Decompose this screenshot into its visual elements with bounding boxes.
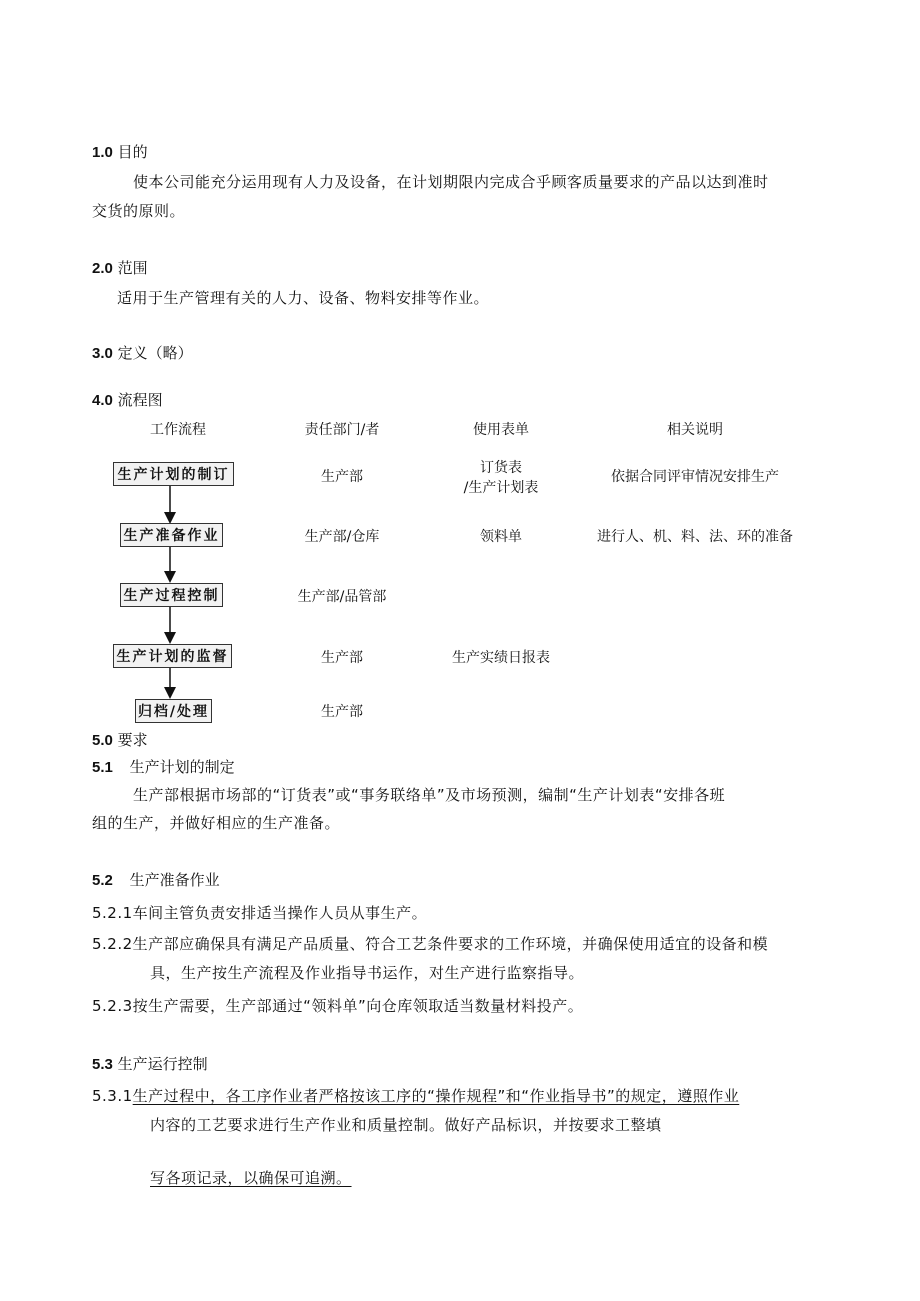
section-number: 1.0 xyxy=(92,144,113,161)
flow-step-preparation: 生产准备作业 xyxy=(120,523,223,547)
section-title: 流程图 xyxy=(117,391,163,409)
section-5-1-heading xyxy=(92,756,235,777)
dept-cell: 生产部/仓库 xyxy=(304,529,380,545)
form-cell: 领料单 xyxy=(480,529,522,545)
flow-step-process-control: 生产过程控制 xyxy=(120,583,223,607)
section-5-1-text-line2: 组的生产，并做好相应的生产准备。 xyxy=(92,814,341,832)
item-number: 5.2.1 xyxy=(92,904,133,922)
dept-cell: 生产部 xyxy=(321,469,363,485)
dept-cell: 生产部/品管部 xyxy=(297,589,387,605)
section-5-1-text-line1: 生产部根据市场部的“订货表”或“事务联络单”及市场预测，编制“生产计划表“安排各班 xyxy=(133,786,726,804)
section-title: 定义（略） xyxy=(117,344,193,362)
column-header-workflow: 工作流程 xyxy=(150,422,206,438)
column-header-department: 责任部门/者 xyxy=(304,422,380,438)
item-text: 生产过程中，各工序作业者严格按该工序的“操作规程”和“作业指导书”的规定，遵照作业 xyxy=(132,1087,740,1105)
section-title: 范围 xyxy=(117,259,148,277)
dept-cell: 生产部 xyxy=(321,704,363,720)
column-header-notes: 相关说明 xyxy=(667,422,723,438)
section-5-heading xyxy=(92,729,148,750)
item-number: 5.3.1 xyxy=(92,1087,133,1105)
item-5-3-1-line3: 写各项记录，以确保可追溯。 xyxy=(150,1169,352,1187)
form-cell: 生产实绩日报表 xyxy=(452,650,550,666)
flow-step-plan-making: 生产计划的制订 xyxy=(113,462,234,486)
item-number: 5.2.2 xyxy=(92,935,133,953)
note-cell: 进行人、机、料、法、环的准备 xyxy=(597,529,793,545)
section-title: 生产运行控制 xyxy=(117,1055,208,1073)
section-5-2-heading xyxy=(92,869,220,890)
item-number: 5.2.3 xyxy=(92,997,133,1015)
flow-step-archive: 归档/处理 xyxy=(135,699,212,723)
item-5-3-1 xyxy=(92,1085,739,1106)
section-number: 2.0 xyxy=(92,260,113,277)
form-cell: /生产计划表 xyxy=(463,480,539,496)
item-text: 生产部应确保具有满足产品质量、符合工艺条件要求的工作环境，并确保使用适宜的设备和模 xyxy=(132,935,769,953)
item-5-2-1 xyxy=(92,902,427,923)
item-5-2-2-line2: 具，生产按生产流程及作业指导书运作，对生产进行监察指导。 xyxy=(150,964,585,982)
section-number: 5.0 xyxy=(92,732,113,749)
item-5-2-3 xyxy=(92,995,583,1016)
column-header-form: 使用表单 xyxy=(473,422,529,438)
form-cell: 订货表 xyxy=(480,460,522,476)
flow-step-supervision: 生产计划的监督 xyxy=(113,644,232,668)
section-title: 目的 xyxy=(117,143,148,161)
section-title: 生产准备作业 xyxy=(129,871,220,889)
dept-cell: 生产部 xyxy=(321,650,363,666)
section-1-text-line1: 使本公司能充分运用现有人力及设备，在计划期限内完成合乎顾客质量要求的产品以达到准时 xyxy=(133,173,769,191)
item-text: 按生产需要，生产部通过“领料单”向仓库领取适当数量材料投产。 xyxy=(132,997,584,1015)
section-title: 要求 xyxy=(117,731,148,749)
section-2-text: 适用于生产管理有关的人力、设备、物料安排等作业。 xyxy=(117,289,490,307)
item-text: 车间主管负责安排适当操作人员从事生产。 xyxy=(132,904,428,922)
note-cell: 依据合同评审情况安排生产 xyxy=(611,469,779,485)
section-title: 生产计划的制定 xyxy=(129,758,235,776)
section-number: 5.3 xyxy=(92,1056,113,1073)
section-number: 3.0 xyxy=(92,345,113,362)
section-1-text-line2: 交货的原则。 xyxy=(92,202,186,220)
item-5-3-1-line2: 内容的工艺要求进行生产作业和质量控制。做好产品标识，并按要求工整填 xyxy=(150,1116,662,1134)
section-number: 5.2 xyxy=(92,872,113,889)
section-5-3-heading xyxy=(92,1053,208,1074)
item-5-2-2 xyxy=(92,933,768,954)
section-number: 5.1 xyxy=(92,759,113,776)
section-number: 4.0 xyxy=(92,392,113,409)
